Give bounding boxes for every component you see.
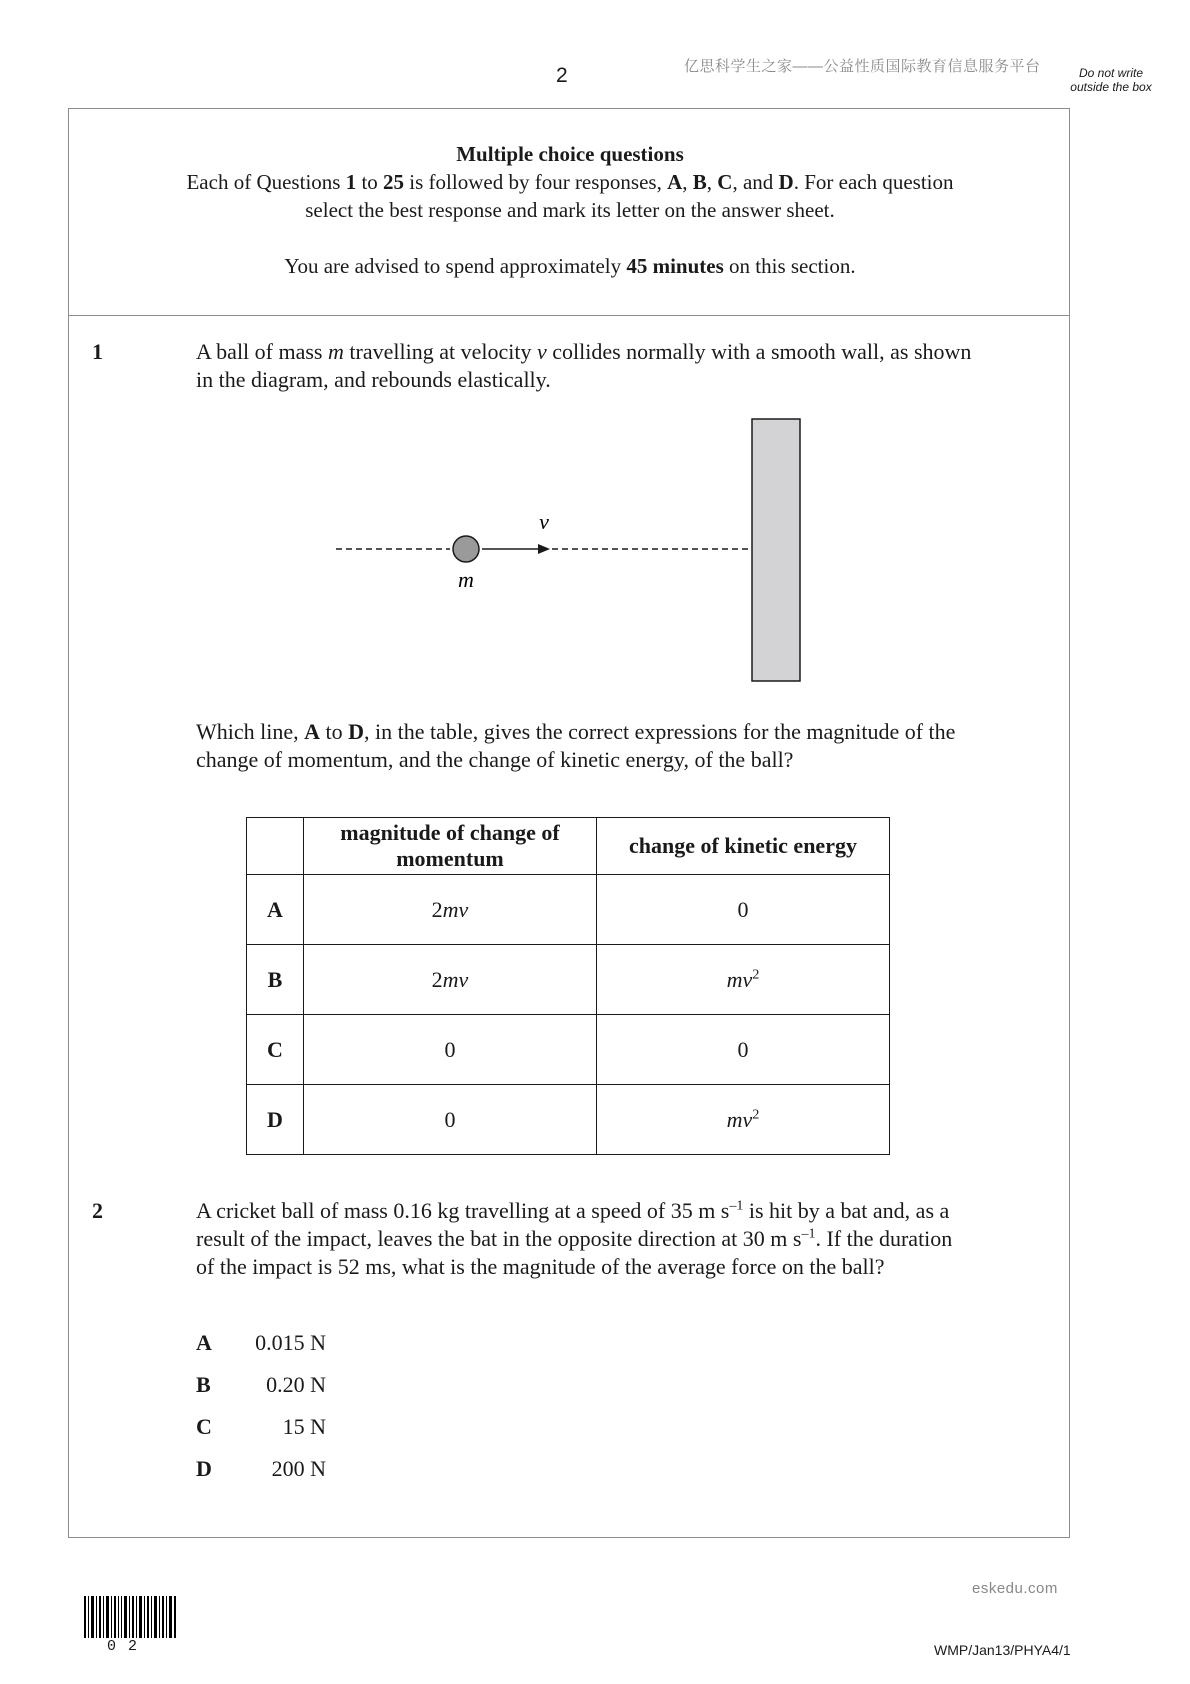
ball <box>453 536 479 562</box>
momentum-cell: 2mv <box>304 875 597 945</box>
barcode-digits: 02 <box>107 1638 150 1655</box>
momentum-cell: 2mv <box>304 945 597 1015</box>
header-kinetic-energy: change of kinetic energy <box>597 818 890 875</box>
question-1-prompt: Which line, A to D, in the table, gives the correct expressions for the magnitude of the change of momentum, and the change of kinetic energy, of the ball? <box>196 719 956 772</box>
option-d: D 200 N <box>196 1456 326 1481</box>
row-letter: B <box>247 945 304 1015</box>
row-letter: C <box>247 1015 304 1085</box>
watermark-text: 亿思科学生之家——公益性质国际教育信息服务平台 <box>684 58 1041 75</box>
question-number-1: 1 <box>92 339 103 364</box>
time-advice: You are advised to spend approximately 45 minutes on this section. <box>284 254 856 278</box>
question-1-text: A ball of mass m travelling at velocity v collides normally with a smooth wall, as shown in the diagram, and rebounds elastically. <box>196 339 972 392</box>
section-divider <box>68 315 1070 316</box>
margin-note: Do not write outside the box <box>1070 66 1152 94</box>
instructions <box>110 140 1030 280</box>
collision-diagram <box>330 415 810 685</box>
table-row <box>247 875 890 945</box>
table-row <box>247 1085 890 1155</box>
page-number: 2 <box>556 64 568 87</box>
option-b: B 0.20 N <box>196 1372 326 1397</box>
barcode-icon <box>84 1596 176 1638</box>
velocity-label: v <box>539 509 549 534</box>
question-number-2: 2 <box>92 1198 103 1223</box>
mass-label: m <box>458 567 474 592</box>
site-watermark: eskedu.com <box>972 1580 1058 1597</box>
table-row <box>247 945 890 1015</box>
kinetic-energy-cell: $mv^2$ <box>597 945 890 1015</box>
question-2-options <box>196 1330 326 1498</box>
row-letter: A <box>247 875 304 945</box>
kinetic-energy-cell: 0 <box>597 1015 890 1085</box>
section-title: Multiple choice questions <box>456 142 684 166</box>
header-momentum: magnitude of change of momentum <box>304 818 597 875</box>
table-corner <box>247 818 304 875</box>
row-letter: D <box>247 1085 304 1155</box>
kinetic-energy-cell: $mv^2$ <box>597 1085 890 1155</box>
table-row <box>247 1015 890 1085</box>
instructions-line-2: select the best response and mark its letter on the answer sheet. <box>305 198 835 222</box>
velocity-arrow-head <box>538 544 550 554</box>
option-c: C 15 N <box>196 1414 326 1439</box>
momentum-cell: 0 <box>304 1085 597 1155</box>
options-table <box>246 817 890 1155</box>
instructions-line-1: Each of Questions 1 to 25 is followed by four responses, A, B, C, and D. For each question <box>186 170 954 194</box>
option-a: A 0.015 N <box>196 1330 326 1355</box>
wall <box>752 419 800 681</box>
momentum-cell: 0 <box>304 1015 597 1085</box>
question-2-text: A cricket ball of mass 0.16 kg travelling at a speed of 35 m $s^{-1}$ is hit by a bat and, as a result of the impact, leaves the bat in the opposite direction at 30 m $s^{-1}$. If the duration of the impact is 52 ms, what is the magnitude of the average force on the ball? <box>196 1198 953 1279</box>
paper-code: WMP/Jan13/PHYA4/1 <box>934 1642 1071 1658</box>
kinetic-energy-cell: 0 <box>597 875 890 945</box>
